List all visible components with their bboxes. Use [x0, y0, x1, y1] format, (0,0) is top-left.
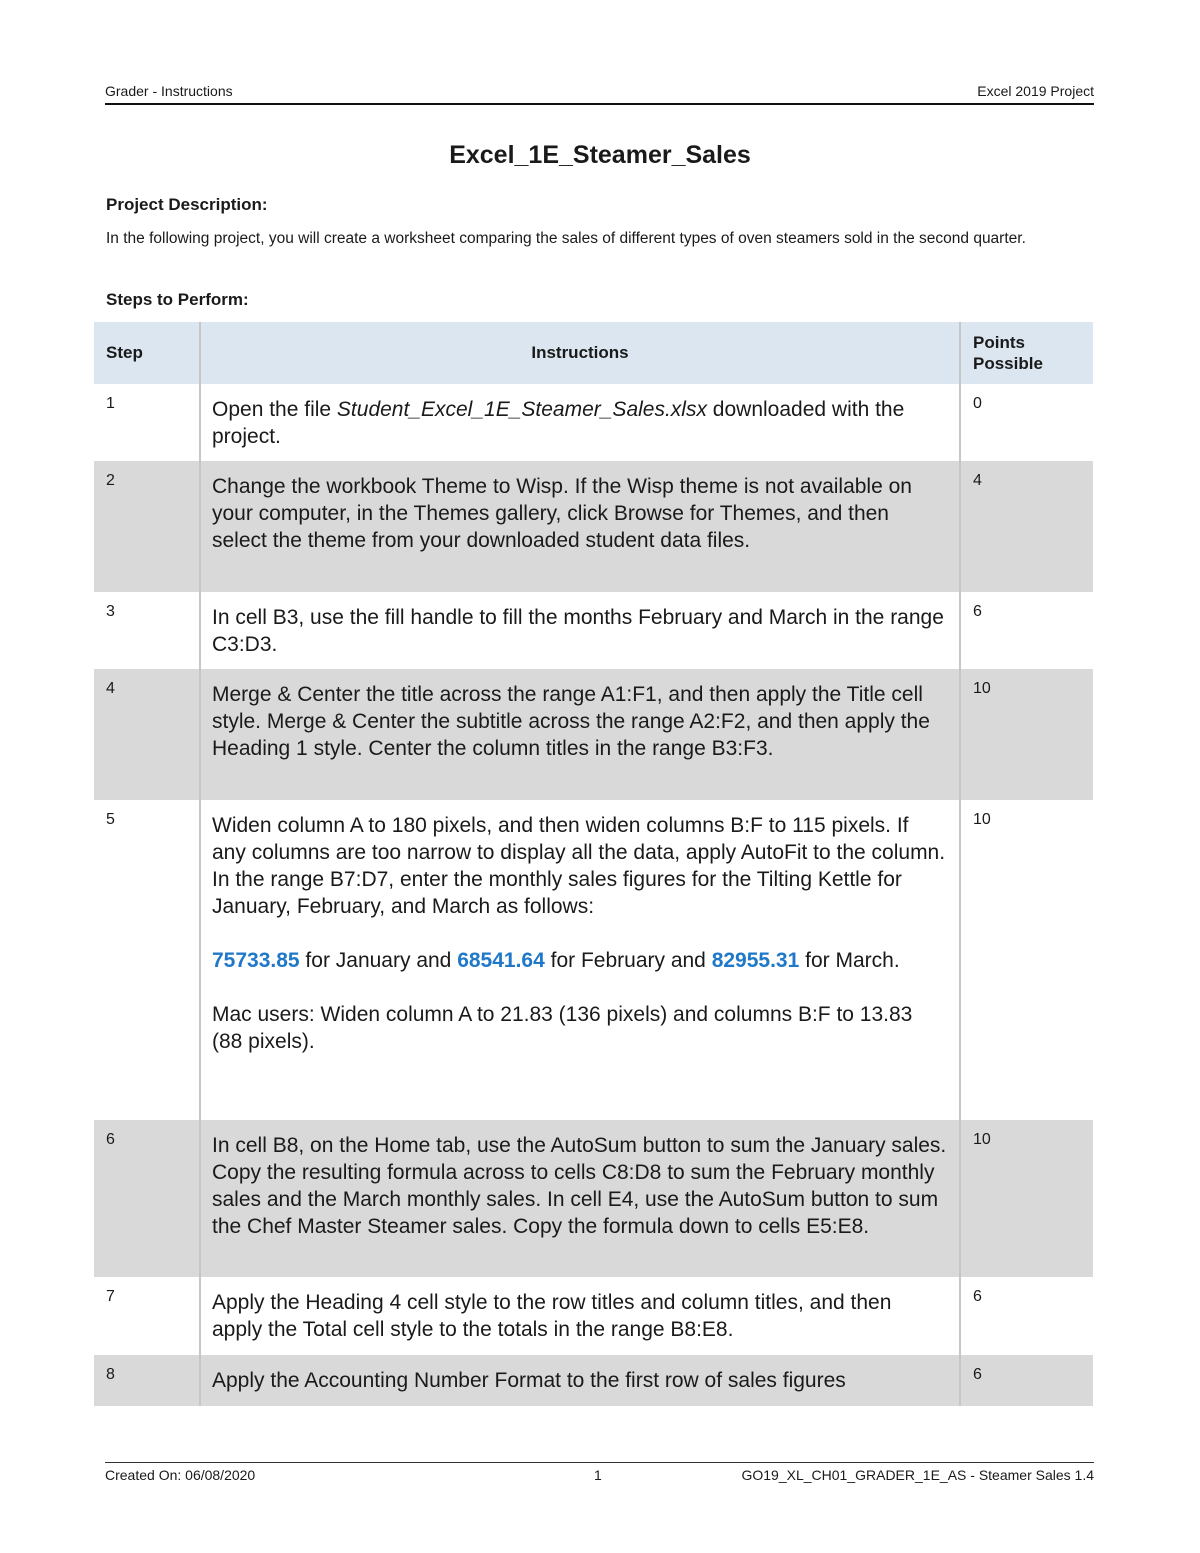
step-points: 10: [973, 811, 991, 828]
instruction-values-paragraph: [212, 947, 947, 974]
header-points-possible: [960, 322, 1093, 384]
header-left-text: Grader - Instructions: [105, 83, 233, 99]
footer-created-on: Created On: 06/08/2020: [105, 1467, 256, 1483]
header-instructions: Instructions: [200, 322, 960, 384]
footer-page-number: 1: [594, 1467, 602, 1483]
step-instructions: [200, 800, 960, 1120]
page-header: [105, 83, 1094, 105]
instruction-text: for January and: [299, 949, 458, 972]
table-row: [94, 1120, 1093, 1277]
project-description-heading: Project Description:: [106, 195, 268, 214]
instruction-text: In cell B3, use the fill handle to fill the months February and March in the range C3:D3.: [212, 606, 944, 656]
steps-heading: Steps to Perform:: [106, 290, 249, 309]
page-footer: [105, 1462, 1094, 1487]
instruction-text: downloaded with the project.: [212, 398, 905, 448]
step-number: 6: [94, 1120, 200, 1277]
project-description-text: In the following project, you will create a worksheet comparing the sales of different types of oven steamers sold in the second quarter.: [106, 230, 1026, 247]
step-number: 5: [106, 811, 115, 828]
instruction-text: Change the workbook Theme to Wisp. If the Wisp theme is not available on your computer, in the Themes gallery, click Browse for Themes, and then select the theme from your downloaded student data files.: [212, 475, 912, 552]
step-number: 4: [94, 669, 200, 800]
step-points: 6: [973, 603, 982, 620]
table-row: [94, 1355, 1093, 1406]
table-row: [94, 461, 1093, 592]
table-row: [94, 384, 1093, 461]
february-value: 68541.64: [457, 949, 545, 972]
january-value: 75733.85: [212, 949, 300, 972]
instruction-text: Widen column A to 180 pixels, and then widen columns B:F to 115 pixels. If any columns are too narrow to display all the data, apply AutoFit to the column. In the range B7:D7, enter the monthly sales figures for the Tilting Kettle for January, February, and March as follows:: [212, 814, 946, 918]
step-points: 0: [973, 395, 982, 412]
march-value: 82955.31: [711, 949, 800, 972]
step-number: 2: [94, 461, 200, 592]
header-points-line2: Possible: [973, 354, 1043, 373]
instruction-text: for March.: [799, 949, 900, 972]
table-row: [94, 592, 1093, 669]
step-instructions: [200, 1277, 960, 1355]
step-instructions: [200, 461, 960, 592]
step-points: 10: [960, 669, 1093, 800]
instruction-text: for February and: [544, 949, 712, 972]
footer-document-id: GO19_XL_CH01_GRADER_1E_AS - Steamer Sales 1.4: [741, 1467, 1094, 1483]
mac-users-note: Mac users: Widen column A to 21.83 (136 pixels) and columns B:F to 13.83 (88 pixels).: [212, 1003, 913, 1053]
steps-table: [94, 322, 1093, 1406]
step-instructions: [200, 1355, 960, 1406]
instruction-text: Apply the Heading 4 cell style to the row titles and column titles, and then apply the Total cell style to the totals in the range B8:E8.: [212, 1291, 892, 1341]
step-instructions: [200, 592, 960, 669]
instruction-text: In cell B8, on the Home tab, use the AutoSum button to sum the January sales. Copy the resulting formula across to cells C8:D8 to sum the February monthly sales and the March monthly sales. In cell E4, use the AutoSum button to sum the Chef Master Steamer sales. Copy the formula down to cells E5:E8.: [212, 1134, 947, 1238]
file-name: Student_Excel_1E_Steamer_Sales.xlsx: [336, 398, 707, 421]
document-title: Excel_1E_Steamer_Sales: [449, 141, 751, 169]
header-step: Step: [94, 322, 200, 384]
instruction-text: Open the file: [212, 398, 337, 421]
step-number: 1: [106, 395, 115, 412]
instruction-text: Apply the Accounting Number Format to the first row of sales figures: [212, 1369, 846, 1392]
step-number: 3: [106, 603, 115, 620]
step-points: 10: [960, 1120, 1093, 1277]
step-instructions: [200, 1120, 960, 1277]
table-row: [94, 1277, 1093, 1355]
step-points: 4: [960, 461, 1093, 592]
table-row: [94, 800, 1093, 1120]
table-row: [94, 669, 1093, 800]
step-points: 6: [973, 1288, 982, 1305]
header-points-line1: Points: [973, 333, 1025, 352]
instruction-text: Merge & Center the title across the range A1:F1, and then apply the Title cell style. Merge & Center the subtitle across the range A2:F2, and then apply the Heading 1 style. Center the column titles in the range B3:F3.: [212, 683, 930, 760]
step-instructions: [200, 669, 960, 800]
header-right-text: Excel 2019 Project: [977, 83, 1094, 99]
step-points: 6: [960, 1355, 1093, 1406]
table-header-row: [94, 322, 1093, 384]
step-number: 7: [106, 1288, 115, 1305]
step-number: 8: [94, 1355, 200, 1406]
step-instructions: [200, 384, 960, 461]
